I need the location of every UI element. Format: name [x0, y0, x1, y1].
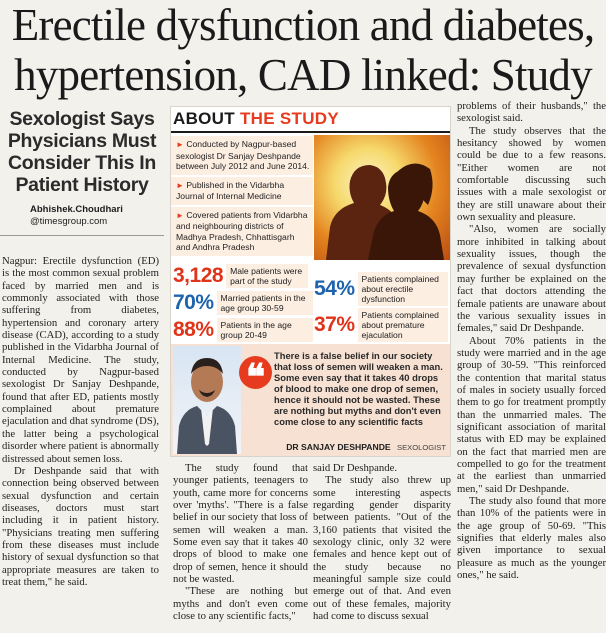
headline-line-1: Erectile dysfunction and diabetes, [11, 0, 595, 50]
arrow-icon: ► [176, 210, 184, 220]
stat-number: 3,128 [173, 264, 224, 287]
fact-text: Conducted by Nagpur-based sexologist Dr Sanjay Deshpande between July 2012 and June 2014. [176, 139, 310, 171]
stat-married-patients [173, 291, 313, 315]
kicker-line: Patient History [15, 174, 149, 196]
stat-premature-ejaculation [314, 308, 448, 342]
paragraph: The study also threw up some interesting aspects regarding gender disparity between patients. "Out of the 3,160 patients that visited the sexology clinic, only 32 were females and hence kept out of the study because no meaningful sample size could emerge out of that. And even out of these females, majority had come to discuss sexual [313, 474, 451, 623]
stats-panel [171, 262, 450, 342]
fact-text: Published in the Vidarbha Journal of Internal Medicine [176, 179, 285, 201]
stat-number: 54% [314, 277, 355, 300]
byline-name: Abhishek.Choudhari [30, 204, 123, 215]
headline [0, 0, 606, 100]
quote-box [171, 344, 450, 456]
about-title [173, 109, 339, 129]
divider [171, 131, 450, 133]
paragraph: The study also found that more than 10% of the patients were in the age group of 50-69. "This signifies that elderly males also given importance to sexual pleasure as much as the younger ones," he said. [457, 495, 606, 582]
couple-silhouette-icon [314, 135, 450, 260]
quote-author-role: SEXOLOGIST [397, 443, 446, 452]
paragraph: About 70% patients in the study were married and in the age group of 30-59. "This reinforced the contention that marital status of males in society usually forced them to go for treatment promptly than the unmarried males. The significant association of marital status with ED may be explained on the fact that married men are compelled to go for the treatment at the earliest than unmarried men," said Dr Deshpande. [457, 334, 606, 495]
quote-text: There is a false belief in our society that loss of semen will weaken a man. Some even say that it takes 40 drops of blood to make one drop of semen, hence it should not be wasted. These are nothing but myths and don't even come close to any scientific facts [274, 350, 443, 427]
author-photo [173, 346, 241, 454]
stat-label: Patients complained about premature ejaculation [358, 308, 448, 342]
quote-author: DR SANJAY DESHPANDE [286, 442, 391, 452]
arrow-icon: ► [176, 180, 184, 190]
stat-erectile-dysfunction [314, 272, 448, 306]
article-column-1 [2, 255, 159, 588]
fact-item [171, 177, 313, 207]
paragraph: The study observes that the hesitancy showed by women could be due to a few reasons. "Either women are not comfortable discussing such issues with a male sexologist or they are still unaware about their own sexuality and pleasure. [457, 124, 606, 224]
facts-list [171, 136, 313, 258]
about-title-word-1: ABOUT [173, 109, 235, 128]
stat-number: 37% [314, 313, 355, 336]
stat-label: Married patients in the age group 30-59 [217, 291, 313, 315]
kicker-line: Consider This In [8, 152, 156, 174]
stat-number: 70% [173, 291, 214, 314]
article-column-2 [173, 462, 308, 622]
paragraph: Dr Deshpande said that with connection being observed between sexual dysfunction and certain diseases, doctors must start including it in patient history. "Physicians treating men suffering from these diseases must include history of sexual dysfunction so that appropriate measures are taken to treat them," he said. [2, 464, 159, 588]
stat-age-group [173, 318, 313, 342]
kicker-line: Sexologist Says [9, 108, 155, 130]
fact-item [171, 136, 313, 177]
about-the-study-box [170, 106, 451, 457]
about-title-word-2: THE STUDY [239, 109, 340, 128]
byline-handle: @timesgroup.com [30, 216, 108, 227]
quote-attribution [286, 442, 446, 452]
fact-item [171, 207, 313, 258]
paragraph: "These are nothing but myths and don't even come close to any scientific facts," [173, 585, 308, 623]
kicker [0, 108, 164, 196]
article-column-4 [457, 100, 606, 581]
stat-male-patients [173, 264, 308, 288]
paragraph: Nagpur: Erectile dysfunction (ED) is the most common sexual problem faced by married men and is commonly associated with those suffering from diabetes, hypertension and coronary artery disease (CAD), according to a study published in the Vidarbha Journal of Internal Medicine. The study, conducted by Nagpur-based sexologist Dr Sanjay Deshpande, found that after ED, patients mostly complained about premature ejaculation and dhat syndrome (DS), the latter being a psychological disorder where patient is abnormally distressed about semen loss. [2, 255, 160, 465]
fact-text: Covered patients from Vidarbha and neighbouring districts of Madhya Pradesh, Chhattisgarh and Andhra Pradesh [176, 209, 308, 252]
headline-line-2: hypertension, CAD linked: Study [14, 50, 592, 100]
paragraph: said Dr Deshpande. [313, 462, 397, 474]
paragraph: The study found that younger patients, teenagers to youth, came more for concerns over 'myths'. "There is a false belief in our society that loss of semen will weaken a man. Some even say that it takes 40 drops of blood to make one drop of semen, hence it should not be wasted. [173, 462, 308, 586]
divider [0, 235, 164, 236]
byline [0, 204, 164, 228]
couple-silhouette-illustration [314, 135, 450, 260]
article-column-3 [313, 462, 451, 622]
portrait-icon [173, 346, 241, 454]
sidebar [0, 108, 164, 240]
stat-number: 88% [173, 318, 214, 341]
stat-label: Patients in the age group 20-49 [217, 318, 313, 342]
arrow-icon: ► [176, 140, 184, 149]
paragraph: "Also, women are socially more inhibited in talking about sexuality issues, though the prevalence of sexual dysfunction may further be explained on the fact that doctors attending the female patients are unaware about the various sexuality issues in females," said Dr Deshpande. [457, 223, 606, 335]
quote-mark-icon: ❝ [239, 356, 272, 389]
stat-label: Patients complained about erectile dysfunction [358, 272, 448, 306]
kicker-line: Physicians Must [7, 130, 157, 152]
paragraph: problems of their husbands," the sexologist said. [457, 100, 606, 125]
stat-label: Male patients were part of the study [226, 264, 308, 288]
